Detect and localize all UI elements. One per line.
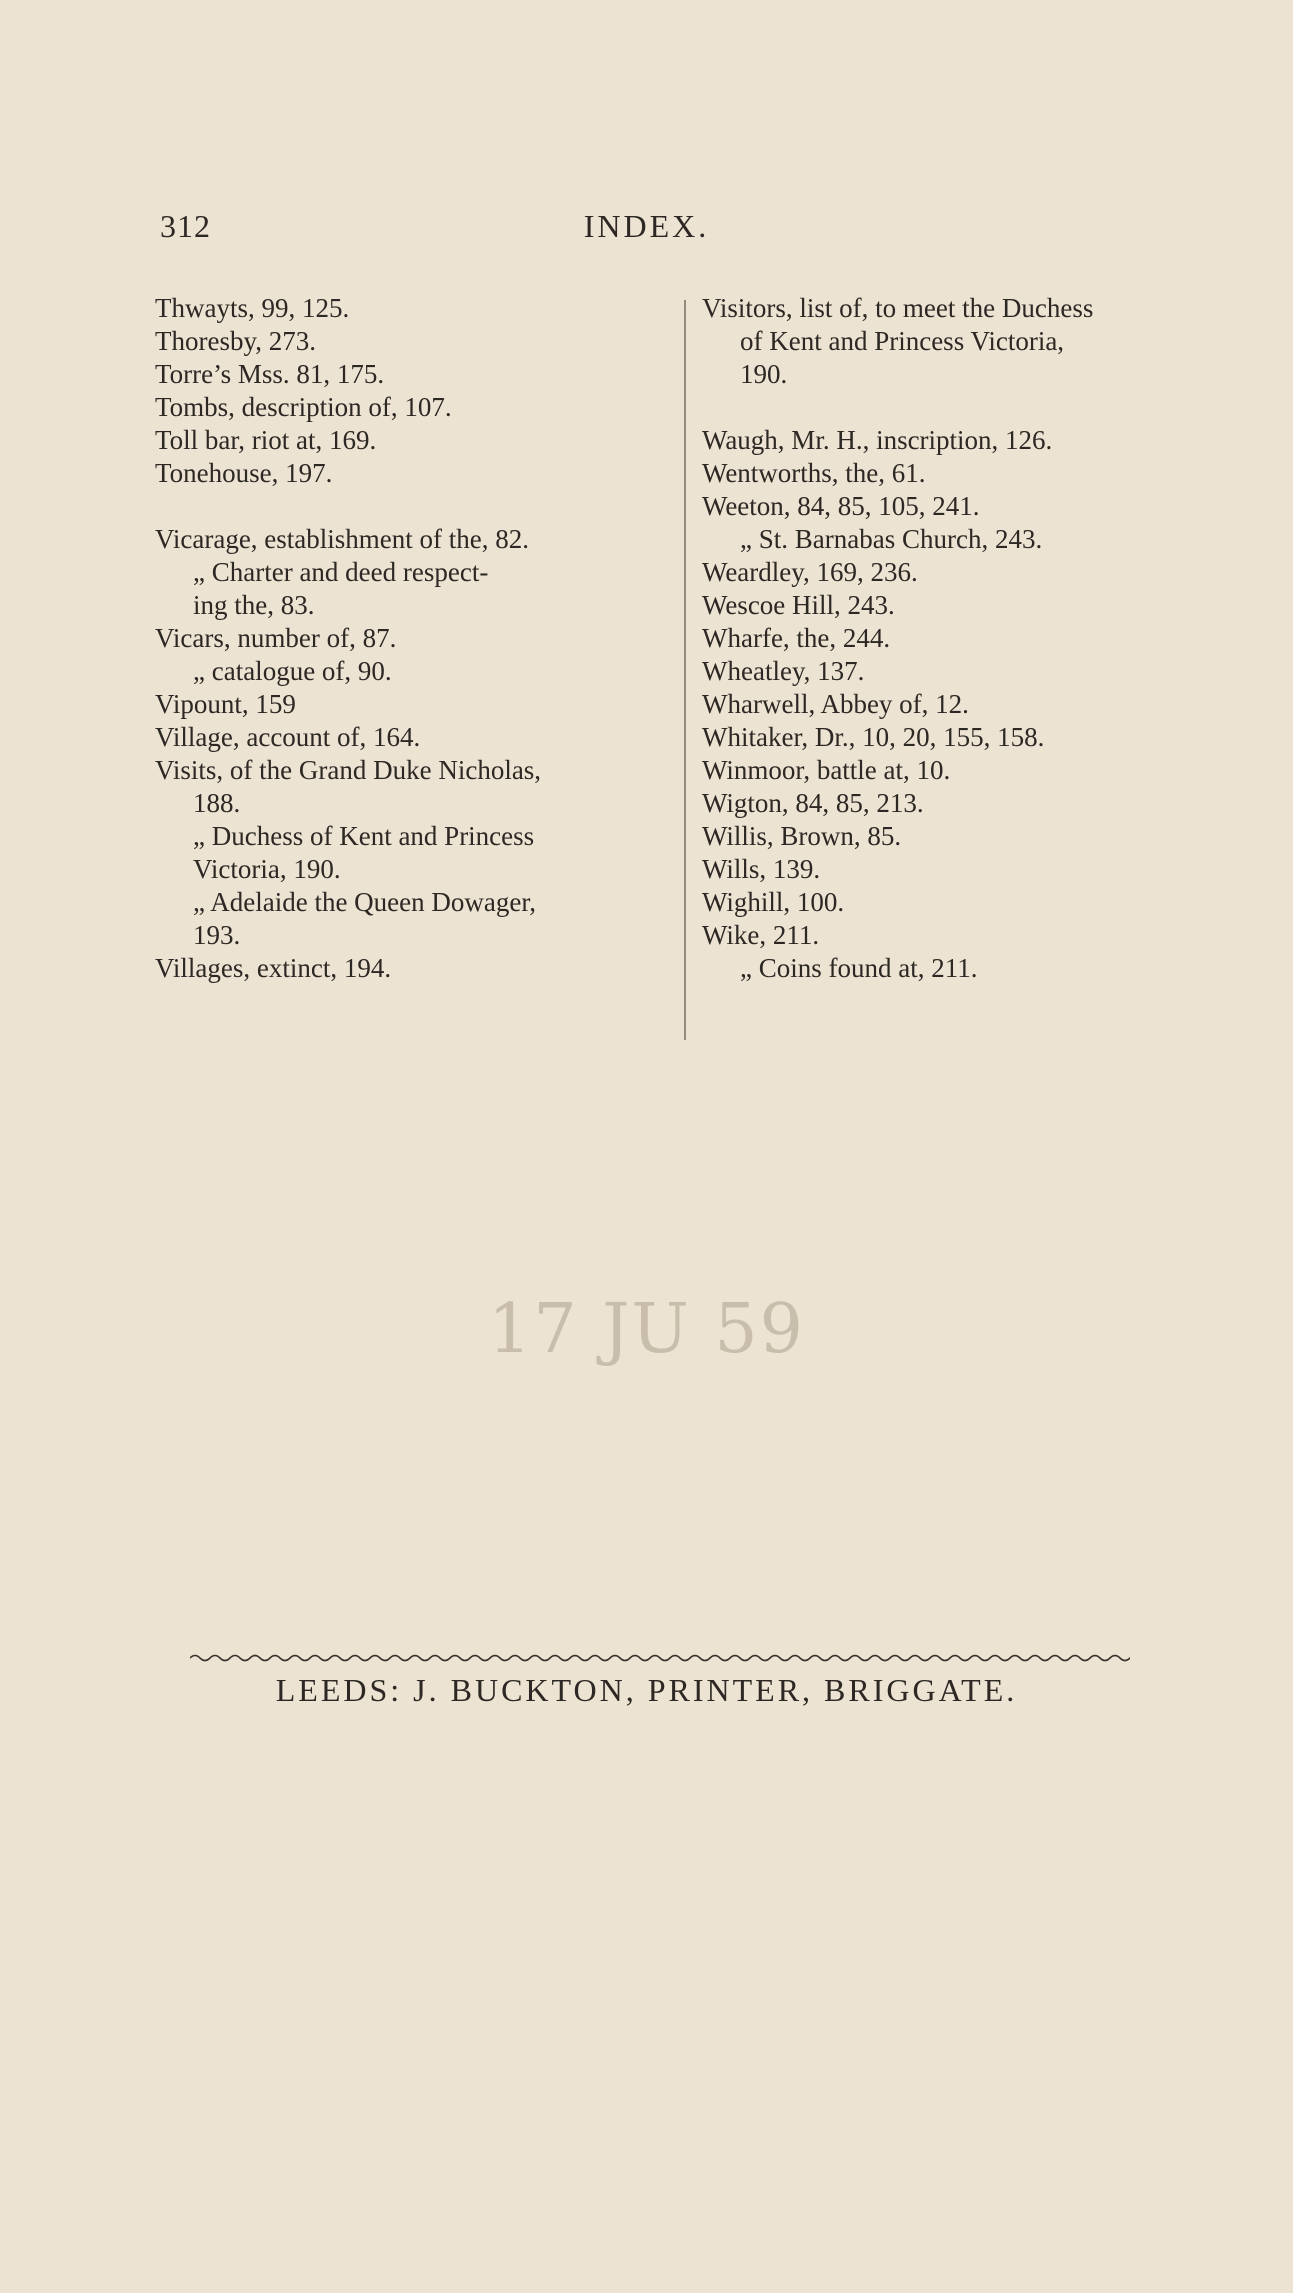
index-entry: Waugh, Mr. H., inscription, 126. — [702, 425, 1053, 455]
entry-gap — [155, 490, 675, 523]
index-entry: Wescoe Hill, 243. — [702, 590, 895, 620]
index-entry: Weardley, 169, 236. — [702, 557, 918, 587]
index-entry: Tonehouse, 197. — [155, 458, 333, 488]
entry-gap — [702, 391, 1262, 424]
index-entry: Thoresby, 273. — [155, 326, 316, 356]
index-entry: Wigton, 84, 85, 213. — [702, 788, 924, 818]
index-entry: „ Adelaide the Queen Dowager, — [193, 887, 537, 917]
index-entry: Wentworths, the, 61. — [702, 458, 926, 488]
index-entry: „ Charter and deed respect- — [193, 557, 489, 587]
index-entry: Toll bar, riot at, 169. — [155, 425, 377, 455]
index-entry: Victoria, 190. — [193, 854, 341, 884]
page-number: 312 — [160, 208, 211, 244]
index-entry: Vicars, number of, 87. — [155, 623, 397, 653]
index-entry: Whitaker, Dr., 10, 20, 155, 158. — [702, 722, 1045, 752]
index-entry: Wills, 139. — [702, 854, 821, 884]
index-entry: Willis, Brown, 85. — [702, 821, 902, 851]
index-entry: Tombs, description of, 107. — [155, 392, 452, 422]
running-title: INDEX. — [583, 208, 710, 244]
index-entry: Wheatley, 137. — [702, 656, 865, 686]
index-entry: Torre’s Mss. 81, 175. — [155, 359, 385, 389]
index-entry: ing the, 83. — [193, 590, 315, 620]
index-entry: Thwayts, 99, 125. — [155, 293, 350, 323]
index-entry: „ Coins found at, 211. — [740, 953, 978, 983]
date-stamp: 17 JU 59 — [488, 1290, 805, 1369]
index-entry: Wike, 211. — [702, 920, 820, 950]
printer-imprint: LEEDS: J. BUCKTON, PRINTER, BRIGGATE. — [275, 1672, 1018, 1708]
index-entry: Vipount, 159 — [155, 689, 296, 719]
column-divider — [684, 300, 686, 1040]
index-entry: „ catalogue of, 90. — [193, 656, 392, 686]
index-entry: Visitors, list of, to meet the Duchess — [702, 293, 1094, 323]
page-header — [0, 208, 1293, 248]
index-entry: Wharfe, the, 244. — [702, 623, 891, 653]
index-column-left — [155, 292, 675, 985]
index-entry: of Kent and Princess Victoria, — [740, 326, 1065, 356]
index-entry: „ St. Barnabas Church, 243. — [740, 524, 1043, 554]
index-entry: Wighill, 100. — [702, 887, 845, 917]
index-entry: Wharwell, Abbey of, 12. — [702, 689, 969, 719]
index-entry: Visits, of the Grand Duke Nicholas, — [155, 755, 542, 785]
index-entry: Vicarage, establishment of the, 82. — [155, 524, 530, 554]
index-entry: Villages, extinct, 194. — [155, 953, 392, 983]
index-entry: 190. — [740, 359, 788, 389]
index-entry: „ Duchess of Kent and Princess — [193, 821, 535, 851]
index-entry: Winmoor, battle at, 10. — [702, 755, 951, 785]
index-column-right — [702, 292, 1262, 985]
index-entry: 193. — [193, 920, 241, 950]
index-entry: 188. — [193, 788, 241, 818]
wavy-rule — [190, 1650, 1130, 1666]
index-entry: Weeton, 84, 85, 105, 241. — [702, 491, 980, 521]
index-entry: Village, account of, 164. — [155, 722, 421, 752]
